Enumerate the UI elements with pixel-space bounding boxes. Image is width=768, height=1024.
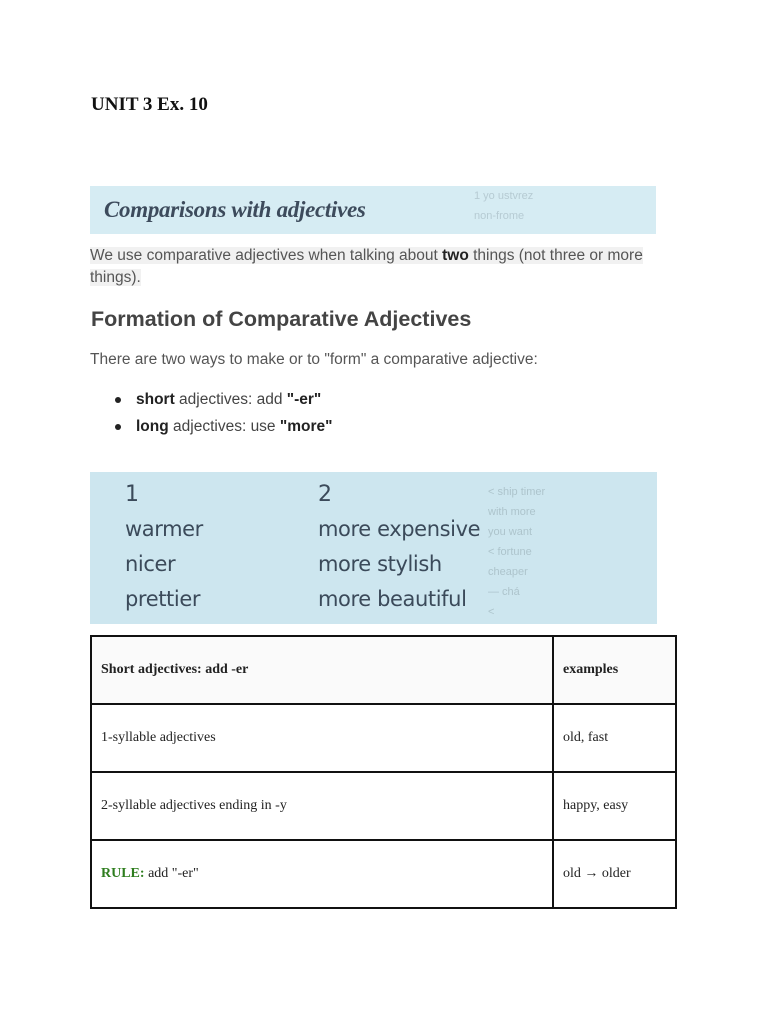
table-header-description: Short adjectives: add -er: [91, 636, 553, 704]
table-cell-description: 2-syllable adjectives ending in -y: [91, 772, 553, 840]
intro-bold-two: two: [442, 247, 469, 264]
table-header-row: [91, 636, 676, 704]
banner-faded-text: 1 yo ustvrez non-frome: [474, 190, 534, 222]
intro-paragraph: [90, 245, 660, 289]
table-cell-examples: old → older: [553, 840, 676, 908]
list-item: short adjectives: add "-er": [90, 389, 332, 416]
comparisons-banner-image: [90, 186, 656, 234]
intro-highlight: We use comparative adjectives when talking about two things (not three or more things).: [90, 247, 643, 286]
short-comparative-word: warmer: [125, 517, 203, 541]
table-cell-examples: old, fast: [553, 704, 676, 772]
image-faded-text: < ship timer with more you want < fortune cheaper — chá <: [488, 486, 546, 618]
long-comparative-word: more expensive: [318, 517, 481, 541]
bullet-dot-icon: [115, 397, 121, 403]
list-item: long adjectives: use "more": [90, 416, 332, 443]
bullet-dot-icon: [115, 424, 121, 430]
table-row: [91, 704, 676, 772]
banner-title: Comparisons with adjectives: [104, 197, 366, 222]
table-cell-description: 1-syllable adjectives: [91, 704, 553, 772]
table-row: [91, 772, 676, 840]
short-adjectives-table: [90, 635, 677, 909]
column-2-number: 2: [318, 482, 332, 507]
table-header-examples: examples: [553, 636, 676, 704]
rule-label: RULE:: [101, 866, 145, 881]
table-rule-row: [91, 840, 676, 908]
formation-bullet-list: [90, 389, 332, 443]
section-heading: Formation of Comparative Adjectives: [91, 307, 472, 331]
comparison-examples-image: [90, 472, 657, 624]
ways-paragraph: There are two ways to make or to "form" a comparative adjective:: [90, 351, 538, 368]
short-comparative-word: prettier: [125, 587, 201, 611]
short-comparative-word: nicer: [125, 552, 176, 576]
column-1-number: 1: [125, 482, 139, 507]
table-cell-rule: RULE: add "-er": [91, 840, 553, 908]
table-cell-examples: happy, easy: [553, 772, 676, 840]
unit-title: UNIT 3 Ex. 10: [91, 94, 208, 115]
long-comparative-word: more stylish: [318, 552, 442, 576]
long-comparative-word: more beautiful: [318, 587, 467, 611]
